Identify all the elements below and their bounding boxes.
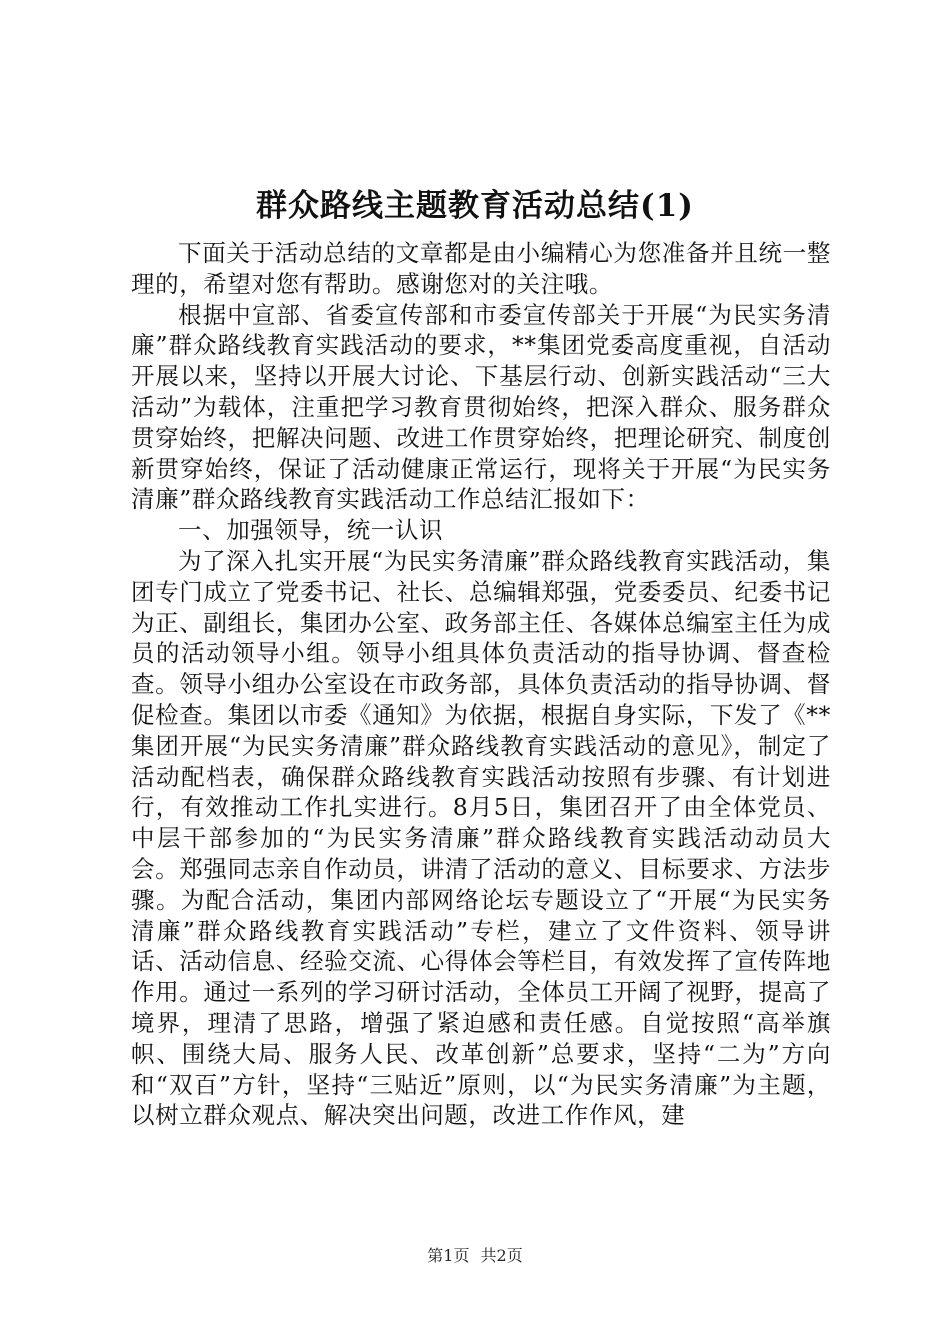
background-paragraph: 根据中宣部、省委宣传部和市委宣传部关于开展“为民实务清廉”群众路线教育实践活动的要求，**集团党委高度重视，自活动开展以来，坚持以开展大讨论、下基层行动、创新实践活动“三大活动”为载体，注重把学习教育贯彻始终，把深入群众、服务群众贯穿始终，把解决问题、改进工作贯穿始终，把理论研究、制度创新贯穿始终，保证了活动健康正常运行，现将关于开展“为民实务清廉”群众路线教育实践活动工作总结汇报如下： (131, 300, 831, 514)
document-title: 群众路线主题教育活动总结(1) (256, 188, 694, 224)
intro-paragraph: 下面关于活动总结的文章都是由小编精心为您准备并且统一整理的，希望对您有帮助。感谢您对的关注哦。 (131, 239, 831, 298)
section-heading: 一、加强领导，统一认识 (178, 516, 444, 545)
section-paragraph: 为了深入扎实开展“为民实务清廉”群众路线教育实践活动，集团专门成立了党委书记、社长、总编辑郑强，党委委员、纪委书记为正、副组长，集团办公室、政务部主任、各媒体总编室主任为成员的活动领导小组。领导小组具体负责活动的指导协调、督查检查。领导小组办公室设在市政务部，具体负责活动的指导协调、督促检查。集团以市委《通知》为依据，根据自身实际，下发了《**集团开展“为民实务清廉”群众路线教育实践活动的意见》，制定了活动配档表，确保群众路线教育实践活动按照有步骤、有计划进行，有效推动工作扎实进行。8月5日，集团召开了由全体党员、中层干部参加的“为民实务清廉”群众路线教育实践活动动员大会。郑强同志亲自作动员，讲清了活动的意义、目标要求、方法步骤。为配合活动，集团内部网络论坛专题设立了“开展“为民实务清廉”群众路线教育实践活动”专栏，建立了文件资料、领导讲话、活动信息、经验交流、心得体会等栏目，有效发挥了宣传阵地作用。通过一系列的学习研讨活动，全体员工开阔了视野，提高了境界，理清了思路，增强了紧迫感和责任感。自觉按照“高举旗帜、围绕大局、服务人民、改革创新”总要求，坚持“二为”方向和“双百”方针，坚持“三贴近”原则，以“为民实务清廉”为主题，以树立群众观点、解决突出问题，改进工作作风，建 (131, 546, 831, 1130)
page-number: 第1页 共2页 (427, 1246, 523, 1265)
document-body (131, 238, 831, 1131)
